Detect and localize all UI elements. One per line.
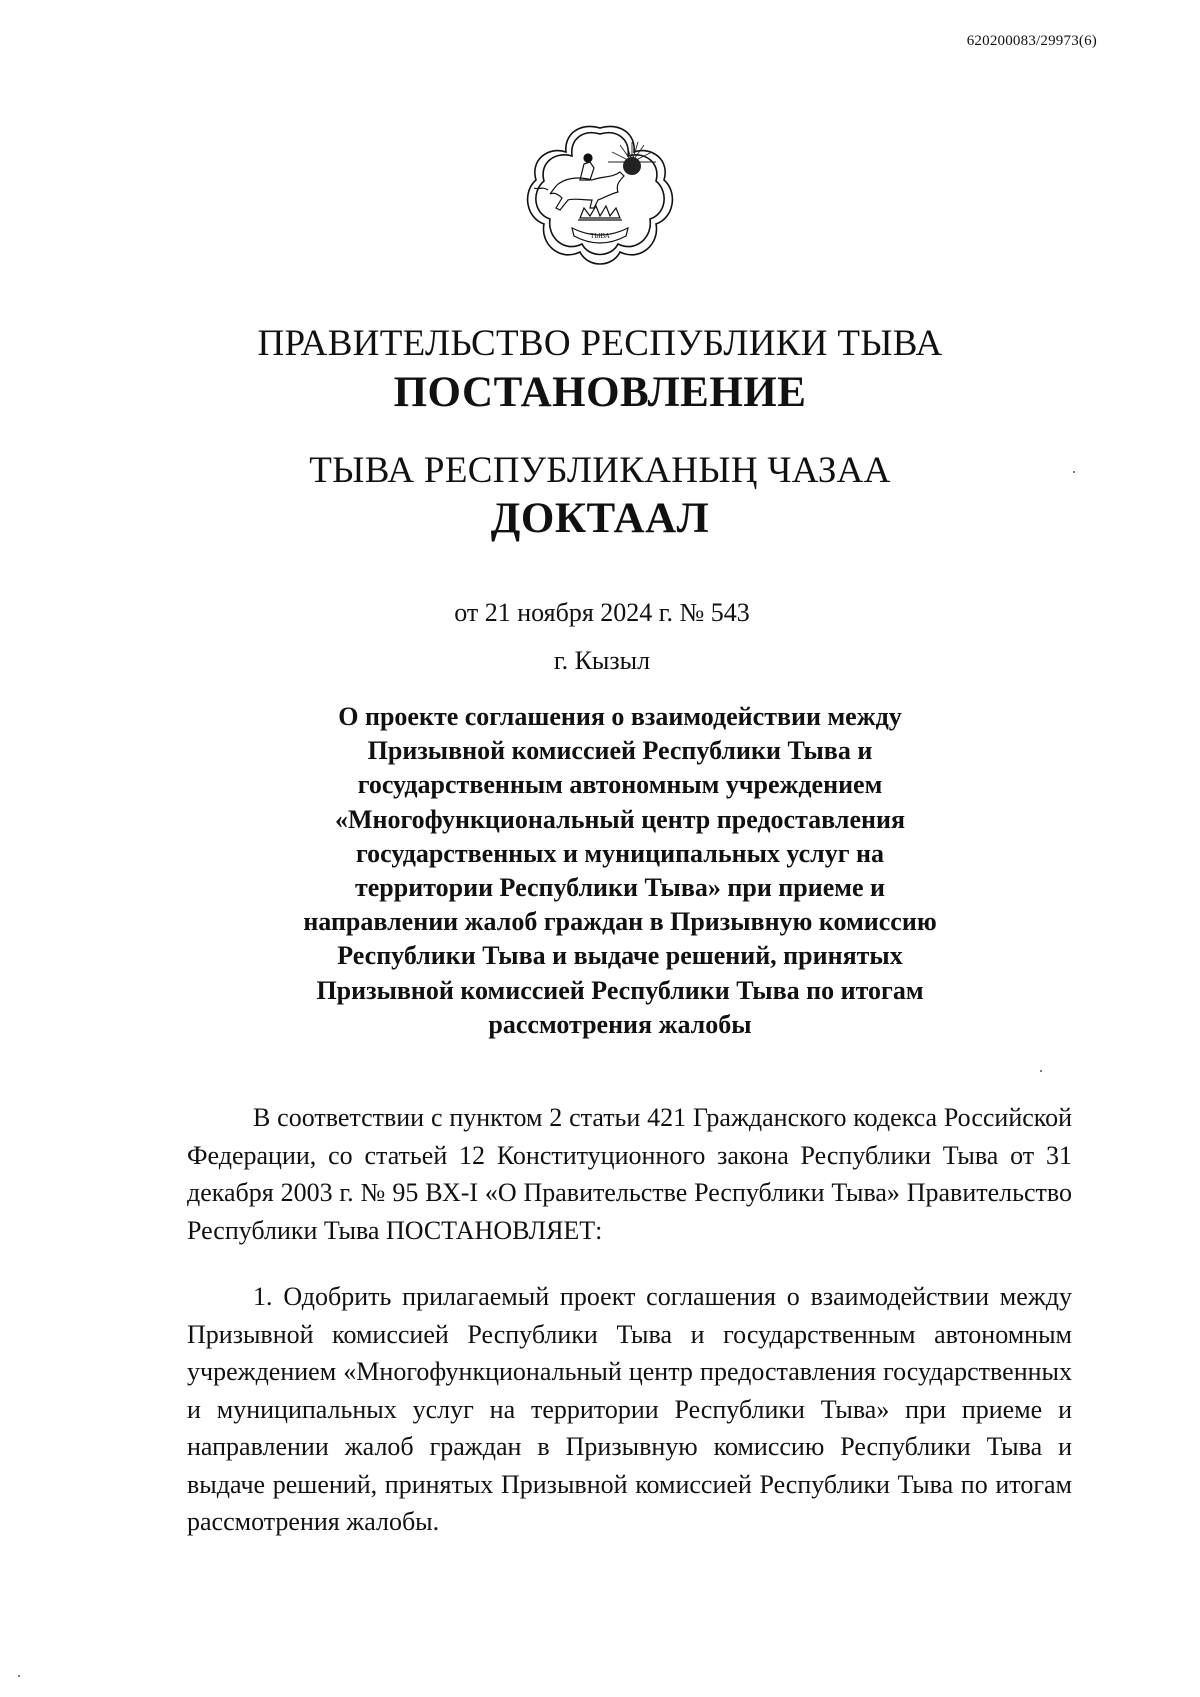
tuva-emblem-icon — [520, 120, 680, 270]
document-date-number: от 21 ноября 2024 г. № 543 — [454, 598, 750, 627]
government-title-tv: ТЫВА РЕСПУБЛИКАНЫҢ ЧАЗАА — [309, 450, 891, 491]
scan-speck — [1073, 471, 1075, 473]
act-type-ru: ПОСТАНОВЛЕНИЕ — [393, 369, 807, 416]
preamble-paragraph: В соответствии с пунктом 2 статьи 421 Гражданского кодекса Российской Федерации, со статьей 12 Конституционного закона Республики Тыва от 31 декабря 2003 г. № 95 ВХ-I «О Правительстве Республики Тыва» Правительство Республики Тыва ПОСТАНОВЛЯЕТ: — [187, 1103, 1072, 1245]
emblem-ribbon-text: ТЫВА — [590, 232, 610, 240]
scan-speck — [1040, 1070, 1042, 1072]
document-id: 620200083/29973(6) — [966, 33, 1097, 49]
scan-speck — [18, 1675, 20, 1677]
government-title-ru: ПРАВИТЕЛЬСТВО РЕСПУБЛИКИ ТЫВА — [257, 323, 943, 364]
act-type-tv: ДОКТААЛ — [490, 495, 710, 542]
document-city: г. Кызыл — [553, 646, 651, 675]
document-subject: О проекте соглашения о взаимодействии между Призывной комиссией Республики Тыва и государственным автономным учреждением «Многофункциональный центр предоставления государственных и муниципальных услуг на территории Республики Тыва» при приеме и направлении жалоб граждан в Призывную комиссию Республики Тыва и выдаче решений, принятых Призывной комиссией Республики Тыва по итогам рассмотрения жалобы — [303, 702, 937, 1039]
item-1-paragraph: 1. Одобрить прилагаемый проект соглашения о взаимодействии между Призывной комиссией Республики Тыва и государственным автономным учреждением «Многофункциональный центр предоставления государственных и муниципальных услуг на территории Республики Тыва» при приеме и направлении жалоб граждан в Призывную комиссию Республики Тыва и выдаче решений, принятых Призывной комиссией Республики Тыва по итогам рассмотрения жалобы. — [187, 1282, 1072, 1536]
